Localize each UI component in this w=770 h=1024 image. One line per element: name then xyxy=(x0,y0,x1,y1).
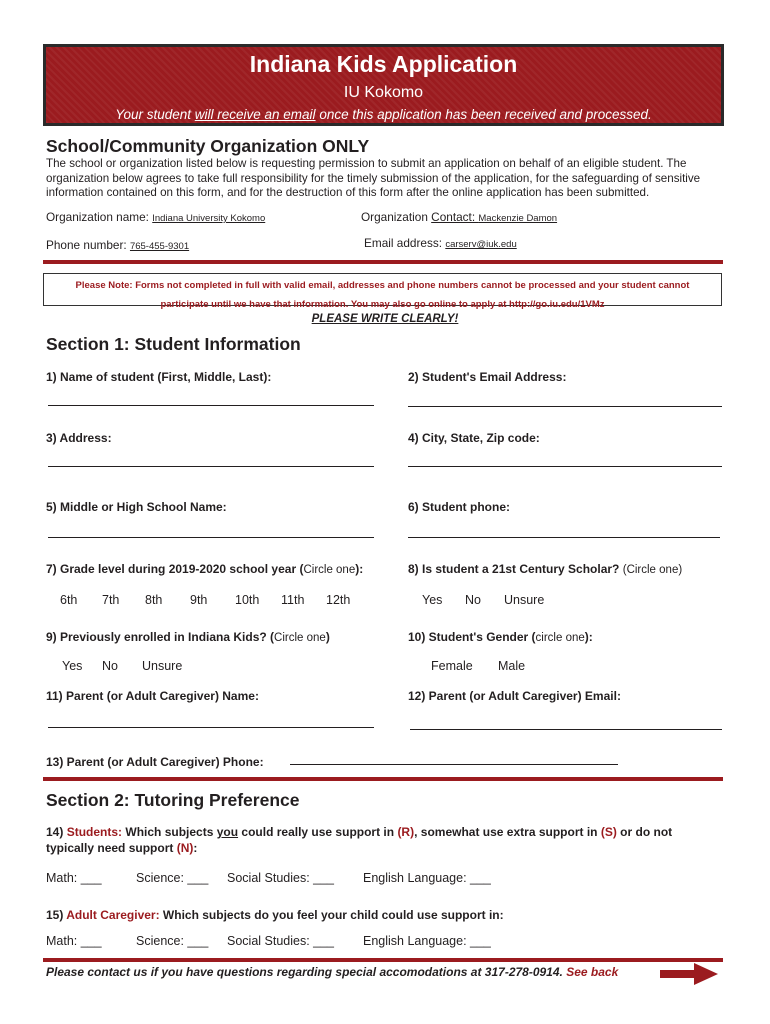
grade-option[interactable]: 6th xyxy=(60,593,78,607)
student-email-input[interactable] xyxy=(408,406,722,407)
divider-rule xyxy=(43,260,723,264)
school-name-input[interactable] xyxy=(48,537,374,538)
city-state-zip-input[interactable] xyxy=(408,466,722,467)
enrolled-option[interactable]: No xyxy=(102,659,118,673)
q7-label: 7) Grade level during 2019-2020 school year (Circle one): xyxy=(46,562,364,576)
scholar-option[interactable]: Unsure xyxy=(504,593,545,607)
student-english-field[interactable]: English Language: ___ xyxy=(363,871,491,885)
grade-option[interactable]: 9th xyxy=(190,593,208,607)
grade-option[interactable]: 12th xyxy=(326,593,351,607)
parent-email-input[interactable] xyxy=(410,729,722,730)
note-text: Please Note: Forms not completed in full with valid email, addresses and phone numbers cannot be processed and your student cannot participate until we have that information. You may also go online to apply at http://go.iu.edu/1VMz xyxy=(75,280,690,310)
note-box xyxy=(43,273,722,310)
org-phone-value: 765-455-9301 xyxy=(129,241,190,252)
banner-note: Your student will receive an email once this application has been received and processed. xyxy=(115,107,652,122)
parent-phone-input[interactable] xyxy=(290,764,618,765)
org-contact-value: Mackenzie Damon xyxy=(478,213,558,224)
gender-option[interactable]: Male xyxy=(498,659,526,673)
q13-label: 13) Parent (or Adult Caregiver) Phone: xyxy=(46,755,264,769)
q11-label: 11) Parent (or Adult Caregiver) Name: xyxy=(46,689,259,703)
scholar-option[interactable]: No xyxy=(465,593,481,607)
section1-heading: Section 1: Student Information xyxy=(46,334,301,354)
header-banner xyxy=(43,44,724,126)
page-title: Indiana Kids Application xyxy=(249,51,518,77)
address-input[interactable] xyxy=(48,466,374,467)
org-phone-field[interactable]: Phone number: 765-455-9301 xyxy=(46,238,190,252)
student-math-field[interactable]: Math: ___ xyxy=(46,871,102,885)
org-contact-field[interactable]: Organization Contact: Mackenzie Damon xyxy=(361,210,558,224)
q9-label: 9) Previously enrolled in Indiana Kids? (Circle one) xyxy=(46,630,330,644)
caregiver-english-field[interactable]: English Language: ___ xyxy=(363,934,491,948)
grade-option[interactable]: 7th xyxy=(102,593,120,607)
q10-label: 10) Student's Gender (circle one): xyxy=(408,630,593,644)
q2-label: 2) Student's Email Address: xyxy=(408,370,567,384)
grade-option[interactable]: 10th xyxy=(235,593,260,607)
student-phone-input[interactable] xyxy=(408,537,720,538)
org-section-heading: School/Community Organization ONLY xyxy=(46,136,370,156)
caregiver-math-field[interactable]: Math: ___ xyxy=(46,934,102,948)
org-name-field[interactable]: Organization name: Indiana University Kokomo xyxy=(46,210,266,224)
org-email-field[interactable]: Email address: carserv@iuk.edu xyxy=(364,236,517,250)
org-email-value: carserv@iuk.edu xyxy=(445,239,517,250)
q5-label: 5) Middle or High School Name: xyxy=(46,500,227,514)
gender-option[interactable]: Female xyxy=(431,659,473,673)
org-name-value: Indiana University Kokomo xyxy=(152,213,266,224)
enrolled-option[interactable]: Yes xyxy=(62,659,83,673)
student-science-field[interactable]: Science: ___ xyxy=(136,871,209,885)
q1-label: 1) Name of student (First, Middle, Last): xyxy=(46,370,272,384)
enrolled-option[interactable]: Unsure xyxy=(142,659,183,673)
parent-name-input[interactable] xyxy=(48,727,374,728)
caregiver-social-studies-field[interactable]: Social Studies: ___ xyxy=(227,934,335,948)
see-back-link[interactable]: See back xyxy=(566,965,619,979)
divider-rule xyxy=(43,958,723,962)
divider-rule xyxy=(43,777,723,781)
q14-label: 14) Students: Which subjects you could really use support in (R), somewhat use extra support in (S) or do not typically need support (N): xyxy=(46,825,673,855)
q4-label: 4) City, State, Zip code: xyxy=(408,431,540,445)
footer-note: Please contact us if you have questions regarding special accomodations at 317-278-0914. See back xyxy=(46,965,619,979)
q15-label: 15) Adult Caregiver: Which subjects do you feel your child could use support in: xyxy=(46,908,504,922)
caregiver-science-field[interactable]: Science: ___ xyxy=(136,934,209,948)
scholar-option[interactable]: Yes xyxy=(422,593,443,607)
grade-option[interactable]: 11th xyxy=(281,593,305,607)
student-name-input[interactable] xyxy=(48,405,374,406)
q3-label: 3) Address: xyxy=(46,431,112,445)
org-paragraph: The school or organization listed below is requesting permission to submit an application on behalf of an eligible student. The organization below agrees to take full responsibility for the timely submission of the application, for the safeguarding of sensitive information contained on this form, and for the destruction of this form after the online application has been submitted. xyxy=(46,157,701,199)
q6-label: 6) Student phone: xyxy=(408,500,510,514)
campus-subtitle: IU Kokomo xyxy=(343,84,424,101)
student-social-studies-field[interactable]: Social Studies: ___ xyxy=(227,871,335,885)
grade-option[interactable]: 8th xyxy=(145,593,163,607)
section2-heading: Section 2: Tutoring Preference xyxy=(46,790,300,810)
q8-label: 8) Is student a 21st Century Scholar? (Circle one) xyxy=(408,562,683,576)
write-clearly-note: PLEASE WRITE CLEARLY! xyxy=(311,313,459,325)
arrow-right-icon xyxy=(660,963,718,985)
q12-label: 12) Parent (or Adult Caregiver) Email: xyxy=(408,689,621,703)
